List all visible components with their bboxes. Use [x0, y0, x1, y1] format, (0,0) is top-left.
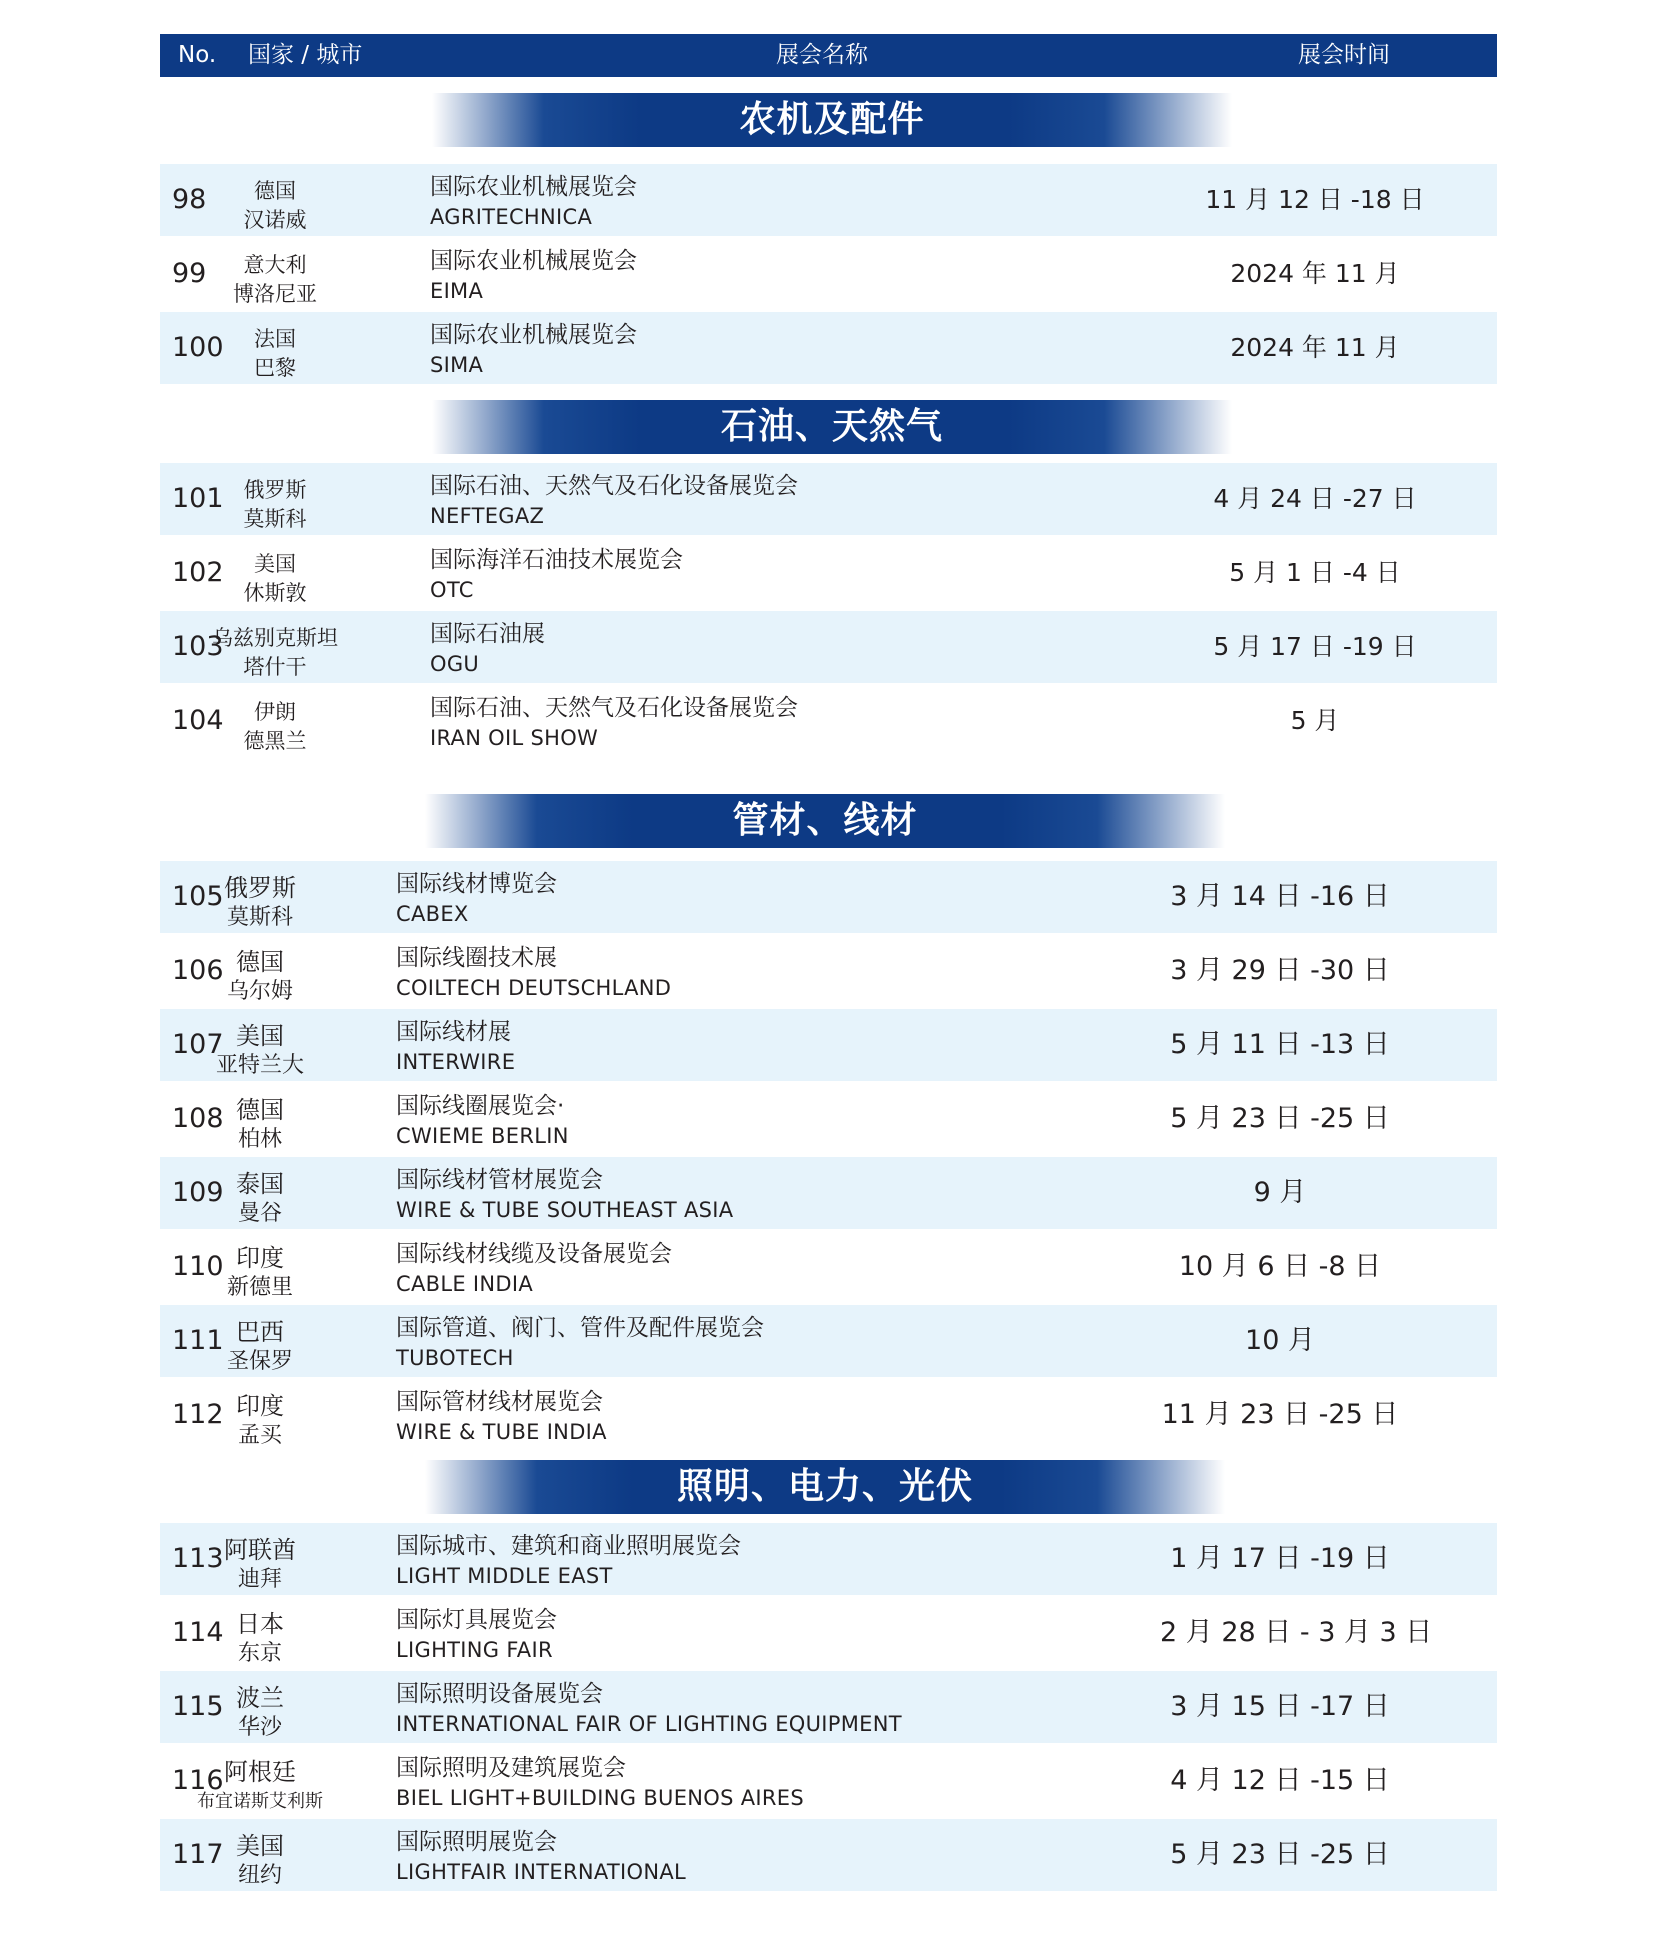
table-row [160, 861, 1497, 933]
row-name-en: BIEL LIGHT+BUILDING BUENOS AIRES [396, 1786, 804, 1810]
row-country: 印度 [236, 1244, 284, 1272]
row-date: 2 月 28 日 - 3 月 3 日 [1160, 1617, 1433, 1648]
row-number: 98 [172, 184, 207, 215]
row-number: 109 [172, 1177, 224, 1208]
row-name-en: WIRE & TUBE SOUTHEAST ASIA [396, 1198, 734, 1222]
row-country: 伊朗 [254, 700, 296, 724]
row-country-city [190, 1170, 330, 1228]
table-row [160, 1009, 1497, 1081]
row-date: 5 月 1 日 -4 日 [1229, 558, 1401, 587]
row-country: 泰国 [236, 1170, 284, 1198]
table-header [160, 34, 1497, 77]
row-date: 11 月 23 日 -25 日 [1161, 1399, 1399, 1430]
row-name-cn: 国际农业机械展览会 [430, 174, 637, 200]
row-city: 休斯敦 [243, 581, 307, 605]
table-row [160, 1305, 1497, 1377]
row-city: 孟买 [237, 1423, 282, 1448]
table-row [160, 1157, 1497, 1229]
row-name-en: NEFTEGAZ [430, 504, 545, 528]
row-date: 9 月 [1253, 1177, 1307, 1208]
row-city: 纽约 [237, 1863, 282, 1888]
row-name-cn: 国际线材线缆及设备展览会 [396, 1241, 672, 1267]
table-row [160, 1523, 1497, 1595]
row-city: 乌尔姆 [226, 979, 293, 1004]
row-name-en: INTERWIRE [396, 1050, 516, 1074]
row-country-city [210, 325, 340, 383]
row-date: 5 月 [1290, 706, 1340, 735]
row-date: 10 月 6 日 -8 日 [1178, 1251, 1382, 1282]
row-name-en: INTERNATIONAL FAIR OF LIGHTING EQUIPMENT [396, 1712, 902, 1736]
table-row [160, 1231, 1497, 1303]
row-city: 莫斯科 [243, 507, 307, 531]
header-exhibition-name: 展会名称 [776, 42, 868, 68]
row-country-city [190, 1536, 330, 1594]
row-city: 布宜诺斯艾利斯 [197, 1791, 323, 1812]
row-number: 114 [172, 1617, 224, 1648]
row-number: 111 [172, 1325, 224, 1356]
section-banner: 农机及配件 [432, 93, 1232, 147]
row-city: 华沙 [237, 1715, 282, 1740]
row-name-cn: 国际线圈展览会· [396, 1093, 565, 1119]
row-city: 汉诺威 [243, 208, 307, 232]
table-row [160, 1671, 1497, 1743]
row-name-cn: 国际照明展览会 [396, 1829, 557, 1855]
table-row [160, 1819, 1497, 1891]
row-name-en: IRAN OIL SHOW [430, 726, 599, 750]
row-name-cn: 国际农业机械展览会 [430, 248, 637, 274]
row-city: 莫斯科 [226, 905, 293, 930]
row-country: 美国 [236, 1832, 284, 1860]
row-name-en: LIGHT MIDDLE EAST [396, 1564, 613, 1588]
row-country: 法国 [254, 327, 296, 351]
row-name-cn: 国际灯具展览会 [396, 1607, 557, 1633]
section-banner: 照明、电力、光伏 [425, 1460, 1225, 1514]
row-name-cn: 国际管道、阀门、管件及配件展览会 [396, 1315, 764, 1341]
row-city: 东京 [237, 1641, 282, 1666]
row-name-cn: 国际线圈技术展 [396, 945, 557, 971]
row-number: 110 [172, 1251, 224, 1282]
row-name-cn: 国际照明及建筑展览会 [396, 1755, 626, 1781]
row-country-city [190, 1684, 330, 1742]
row-number: 113 [172, 1543, 224, 1574]
row-country-city [190, 1244, 330, 1302]
table-row [160, 463, 1497, 535]
row-name-en: TUBOTECH [396, 1346, 514, 1370]
row-name-cn: 国际城市、建筑和商业照明展览会 [396, 1533, 741, 1559]
header-exhibition-date: 展会时间 [1298, 42, 1390, 68]
row-date: 11 月 12 日 -18 日 [1205, 185, 1425, 214]
row-name-en: SIMA [430, 353, 484, 377]
row-name-en: OGU [430, 652, 480, 676]
row-city: 德黑兰 [243, 729, 307, 753]
row-country-city [190, 1392, 330, 1450]
row-name-cn: 国际海洋石油技术展览会 [430, 547, 683, 573]
row-number: 101 [172, 483, 224, 514]
row-name-cn: 国际石油、天然气及石化设备展览会 [430, 695, 798, 721]
row-number: 102 [172, 557, 224, 588]
section-banner: 石油、天然气 [432, 400, 1232, 454]
row-name-en: CABEX [396, 902, 469, 926]
row-city: 迪拜 [237, 1567, 282, 1592]
row-number: 112 [172, 1399, 224, 1430]
row-date: 10 月 [1245, 1325, 1315, 1356]
row-country-city [190, 1096, 330, 1154]
row-country-city [210, 476, 340, 534]
row-name-cn: 国际管材线材展览会 [396, 1389, 603, 1415]
row-number: 107 [172, 1029, 224, 1060]
row-country: 阿根廷 [224, 1758, 296, 1786]
row-number: 106 [172, 955, 224, 986]
row-number: 117 [172, 1839, 224, 1870]
row-date: 4 月 24 日 -27 日 [1213, 484, 1417, 513]
row-country: 巴西 [236, 1318, 284, 1346]
table-row [160, 1597, 1497, 1669]
table-row [160, 611, 1497, 683]
row-country-city [210, 624, 340, 682]
row-name-en: CABLE INDIA [396, 1272, 534, 1296]
table-row [160, 685, 1497, 757]
table-row [160, 1379, 1497, 1451]
header-country-city: 国家 / 城市 [248, 42, 363, 68]
row-name-cn: 国际农业机械展览会 [430, 322, 637, 348]
section-banner: 管材、线材 [425, 794, 1225, 848]
row-country: 日本 [236, 1610, 284, 1638]
row-number: 103 [172, 631, 224, 662]
row-country: 俄罗斯 [224, 874, 296, 902]
row-number: 115 [172, 1691, 224, 1722]
row-country: 乌兹别克斯坦 [212, 626, 338, 650]
row-date: 5 月 23 日 -25 日 [1170, 1103, 1390, 1134]
row-city: 圣保罗 [226, 1349, 293, 1374]
row-name-cn: 国际石油展 [430, 621, 545, 647]
row-country-city [210, 550, 340, 608]
row-city: 塔什干 [243, 655, 307, 679]
table-row [160, 312, 1497, 384]
row-number: 104 [172, 705, 224, 736]
row-date: 3 月 29 日 -30 日 [1170, 955, 1390, 986]
row-name-cn: 国际线材展 [396, 1019, 511, 1045]
row-city: 亚特兰大 [215, 1053, 304, 1078]
row-country-city [190, 1758, 330, 1816]
row-date: 2024 年 11 月 [1230, 259, 1400, 288]
row-date: 5 月 23 日 -25 日 [1170, 1839, 1390, 1870]
table-row [160, 1745, 1497, 1817]
row-country-city [210, 177, 340, 235]
row-name-en: AGRITECHNICA [430, 205, 593, 229]
row-name-cn: 国际石油、天然气及石化设备展览会 [430, 473, 798, 499]
row-name-en: LIGHTFAIR INTERNATIONAL [396, 1860, 687, 1884]
row-number: 100 [172, 332, 224, 363]
row-name-en: OTC [430, 578, 474, 602]
row-country-city [190, 1318, 330, 1376]
row-date: 4 月 12 日 -15 日 [1170, 1765, 1390, 1796]
row-country: 意大利 [243, 253, 307, 277]
row-date: 3 月 14 日 -16 日 [1170, 881, 1390, 912]
row-country-city [190, 948, 330, 1006]
row-city: 柏林 [237, 1127, 282, 1152]
row-country: 波兰 [236, 1684, 284, 1712]
row-city: 新德里 [226, 1275, 293, 1300]
row-country-city [210, 698, 340, 756]
row-country: 阿联酋 [224, 1536, 296, 1564]
table-row [160, 1083, 1497, 1155]
row-name-cn: 国际线材管材展览会 [396, 1167, 603, 1193]
row-name-en: EIMA [430, 279, 484, 303]
row-date: 3 月 15 日 -17 日 [1170, 1691, 1390, 1722]
row-country: 美国 [254, 552, 296, 576]
row-country: 美国 [236, 1022, 284, 1050]
row-date: 2024 年 11 月 [1230, 333, 1400, 362]
row-country-city [190, 1610, 330, 1668]
row-name-en: COILTECH DEUTSCHLAND [396, 976, 672, 1000]
table-row [160, 537, 1497, 609]
table-row [160, 935, 1497, 1007]
row-date: 5 月 17 日 -19 日 [1213, 632, 1417, 661]
row-country: 德国 [254, 179, 296, 203]
row-name-en: LIGHTING FAIR [396, 1638, 553, 1662]
row-number: 116 [172, 1765, 224, 1796]
row-country-city [190, 874, 330, 932]
row-country-city [190, 1022, 330, 1080]
row-date: 5 月 11 日 -13 日 [1170, 1029, 1390, 1060]
row-country-city [210, 251, 340, 309]
row-number: 105 [172, 881, 224, 912]
row-number: 99 [172, 258, 207, 289]
row-city: 曼谷 [237, 1201, 282, 1226]
row-number: 108 [172, 1103, 224, 1134]
table-row [160, 238, 1497, 310]
row-country: 德国 [236, 948, 284, 976]
row-name-en: CWIEME BERLIN [396, 1124, 569, 1148]
row-country: 印度 [236, 1392, 284, 1420]
row-name-cn: 国际照明设备展览会 [396, 1681, 603, 1707]
row-country-city [190, 1832, 330, 1890]
row-city: 巴黎 [254, 356, 296, 380]
row-name-en: WIRE & TUBE INDIA [396, 1420, 607, 1444]
row-date: 1 月 17 日 -19 日 [1170, 1543, 1390, 1574]
row-country: 德国 [236, 1096, 284, 1124]
row-country: 俄罗斯 [243, 478, 307, 502]
row-city: 博洛尼亚 [233, 282, 317, 306]
row-name-cn: 国际线材博览会 [396, 871, 557, 897]
header-no: No. [178, 42, 217, 68]
table-row [160, 164, 1497, 236]
